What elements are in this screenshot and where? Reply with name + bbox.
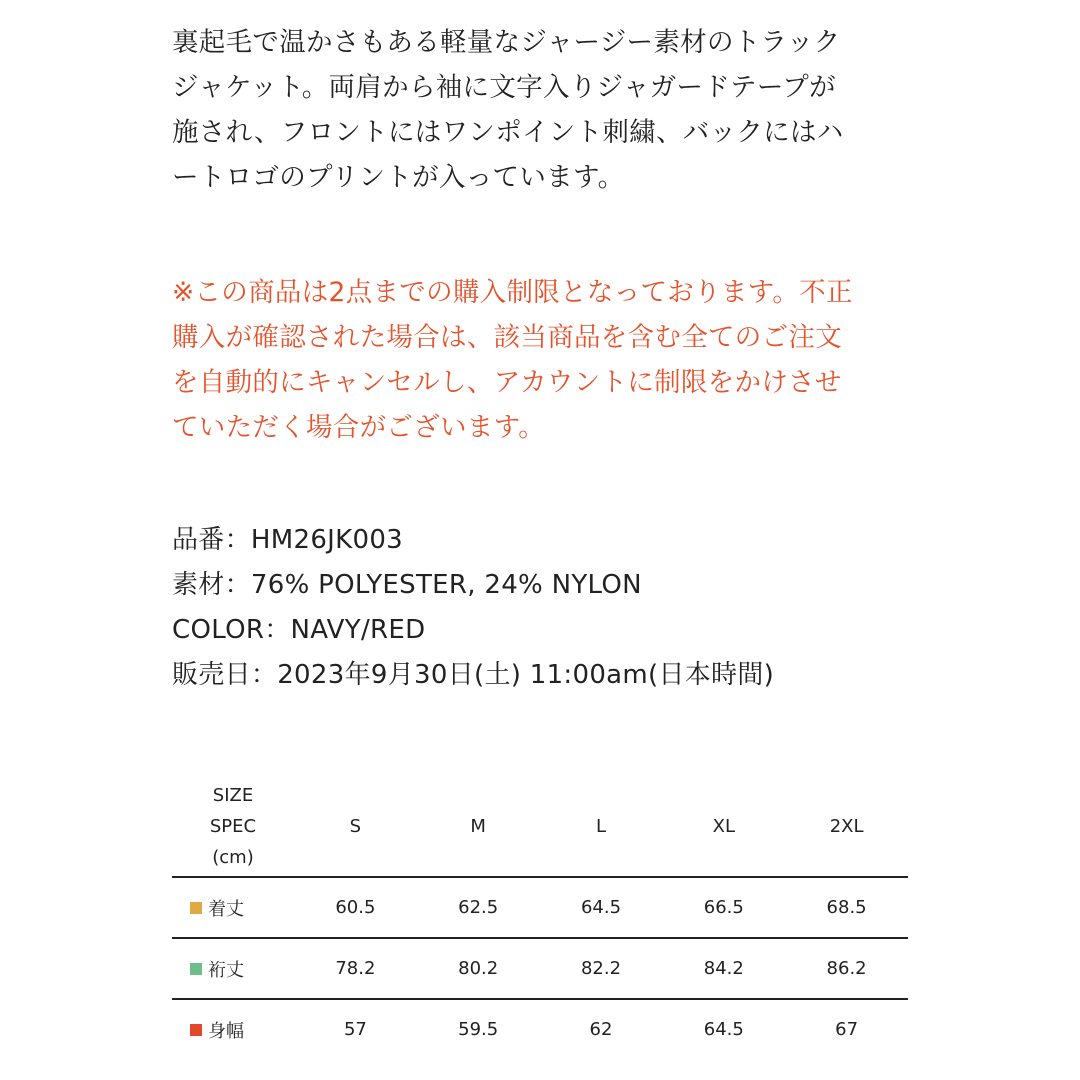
size-spec-header xyxy=(172,776,294,877)
product-specs xyxy=(172,518,774,698)
size-spec-header-line: SIZE xyxy=(212,784,254,806)
table-cell: 59.5 xyxy=(458,1019,499,1040)
table-row xyxy=(172,877,908,938)
table-cell: 62 xyxy=(589,1019,613,1040)
table-cell: 80.2 xyxy=(417,938,540,999)
row-label-text: 身幅 xyxy=(208,1020,244,1042)
color-swatch xyxy=(190,902,202,914)
table-cell: 64.5 xyxy=(540,877,663,938)
table-cell: 86.2 xyxy=(785,938,908,999)
table-cell: 82.2 xyxy=(540,938,663,999)
size-header: L xyxy=(540,776,663,877)
color-swatch xyxy=(190,1024,202,1036)
product-content xyxy=(172,20,912,690)
row-label xyxy=(172,877,294,938)
size-header: 2XL xyxy=(785,776,908,877)
table-cell: 57 xyxy=(343,1019,367,1040)
color-swatch xyxy=(190,963,202,975)
size-header: XL xyxy=(662,776,785,877)
size-spec-header-line: (cm) xyxy=(212,846,254,868)
size-header: M xyxy=(417,776,540,877)
table-cell: 68.5 xyxy=(785,877,908,938)
table-cell: 64.5 xyxy=(703,1019,744,1040)
product-material: 素材：76% POLYESTER, 24% NYLON xyxy=(172,570,642,600)
table-cell: 60.5 xyxy=(294,877,417,938)
notice-line: を自動的にキャンセルし、アカウントに制限をかけさせ xyxy=(172,367,842,398)
row-label-text: 裄丈 xyxy=(208,959,244,981)
release-date: 販売日：2023年9月30日(土) 11:00am(日本時間) xyxy=(172,660,775,690)
product-description xyxy=(172,20,912,200)
table-cell: 67 xyxy=(835,1019,859,1040)
size-table xyxy=(172,776,908,1059)
row-label xyxy=(172,938,294,999)
notice-line: ※この商品は2点までの購入制限となっております。不正 xyxy=(172,277,853,308)
description-line: ジャケット。両肩から袖に文字入りジャガードテープが xyxy=(172,72,836,103)
table-cell: 66.5 xyxy=(662,877,785,938)
description-line: 施され、フロントにはワンポイント刺繍、バックにはハ xyxy=(172,117,844,148)
row-label xyxy=(172,999,294,1059)
description-line: 裏起毛で温かさもある軽量なジャージー素材のトラック xyxy=(172,27,841,58)
product-color: COLOR：NAVY/RED xyxy=(172,615,426,645)
purchase-limit-notice xyxy=(172,270,912,450)
notice-line: ていただく場合がございます。 xyxy=(172,412,546,443)
size-table-header-row xyxy=(172,776,908,877)
table-cell: 62.5 xyxy=(417,877,540,938)
row-label-text: 着丈 xyxy=(208,898,244,920)
size-header: S xyxy=(294,776,417,877)
table-cell: 84.2 xyxy=(662,938,785,999)
product-number: 品番：HM26JK003 xyxy=(172,525,404,555)
size-spec-header-line: SPEC xyxy=(209,815,257,837)
table-cell: 78.2 xyxy=(294,938,417,999)
notice-line: 購入が確認された場合は、該当商品を含む全てのご注文 xyxy=(172,322,842,353)
table-row xyxy=(172,999,908,1059)
table-row xyxy=(172,938,908,999)
description-line: ートロゴのプリントが入っています。 xyxy=(172,162,625,193)
